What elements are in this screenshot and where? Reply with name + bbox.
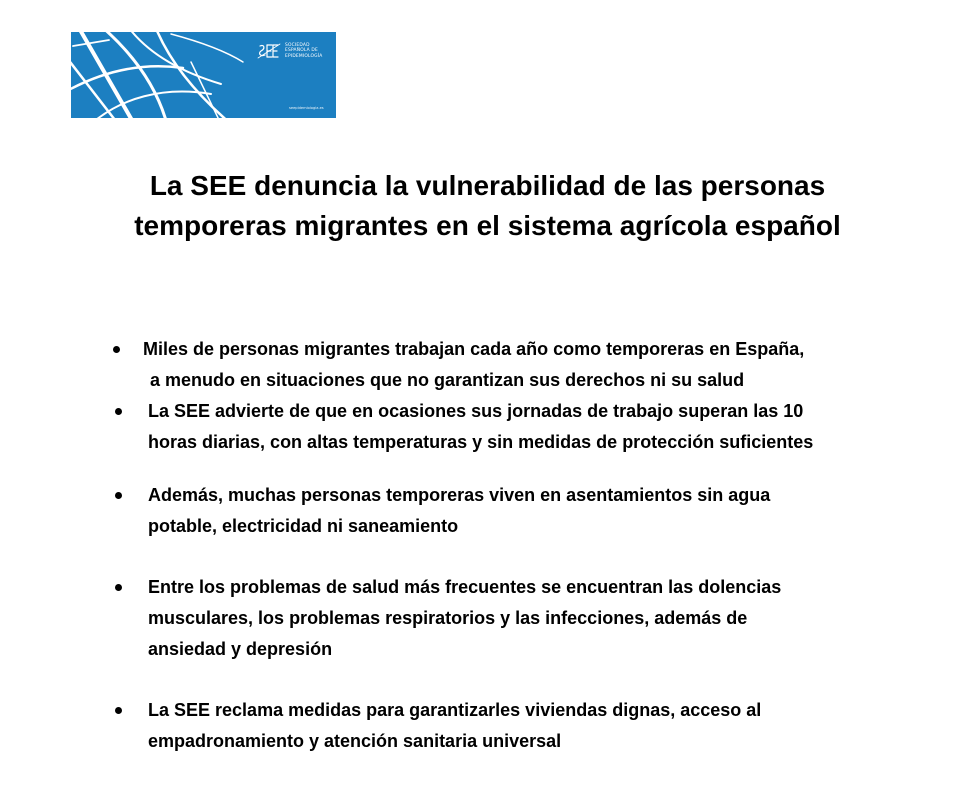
org-line-2: ESPAÑOLA DE (285, 48, 318, 54)
header-banner (71, 32, 336, 118)
bullet-item-3 (0, 480, 955, 542)
bullet-item-4 (0, 572, 955, 665)
org-line-1: SOCIEDAD (285, 43, 310, 48)
bullet-text-line: horas diarias, con altas temperaturas y sin medidas de protección suficientes (148, 432, 814, 452)
organization-name (285, 43, 322, 59)
bullet-text-line: potable, electricidad ni saneamiento (148, 516, 459, 536)
bullet-text-line: Además, muchas personas temporeras viven en asentamientos sin agua (148, 485, 771, 505)
bullet-item-5 (0, 695, 955, 757)
see-logo-icon (257, 43, 281, 59)
bullet-dot (113, 346, 120, 353)
page-title (60, 166, 915, 246)
bullet-text-line: empadronamiento y atención sanitaria universal (148, 731, 562, 751)
bullet-text-line: a menudo en situaciones que no garantizan sus derechos ni su salud (150, 370, 745, 390)
bullet-text-line: musculares, los problemas respiratorios y las infecciones, además de (148, 608, 748, 628)
bullet-text-line: La SEE advierte de que en ocasiones sus jornadas de trabajo superan las 10 (148, 401, 804, 421)
title-line-2: temporeras migrantes en el sistema agrícola español (134, 210, 841, 241)
bullet-dot (115, 707, 122, 714)
bullet-dot (115, 408, 122, 415)
bullet-dot (115, 492, 122, 499)
bullet-text-line: La SEE reclama medidas para garantizarles viviendas dignas, acceso al (148, 700, 762, 720)
bullet-text-line: Miles de personas migrantes trabajan cada año como temporeras en España, (143, 339, 805, 359)
bullet-dot (115, 584, 122, 591)
bullet-text-line: Entre los problemas de salud más frecuentes se encuentran las dolencias (148, 577, 782, 597)
bullet-item-1 (0, 334, 955, 396)
title-line-1: La SEE denuncia la vulnerabilidad de las personas (149, 170, 826, 201)
bullet-item-2 (0, 396, 955, 458)
bullet-text-line: ansiedad y depresión (148, 639, 333, 659)
organization-url: seepidemiologia.es (289, 106, 324, 110)
org-line-3: EPIDEMIOLOGÍA (285, 53, 323, 59)
